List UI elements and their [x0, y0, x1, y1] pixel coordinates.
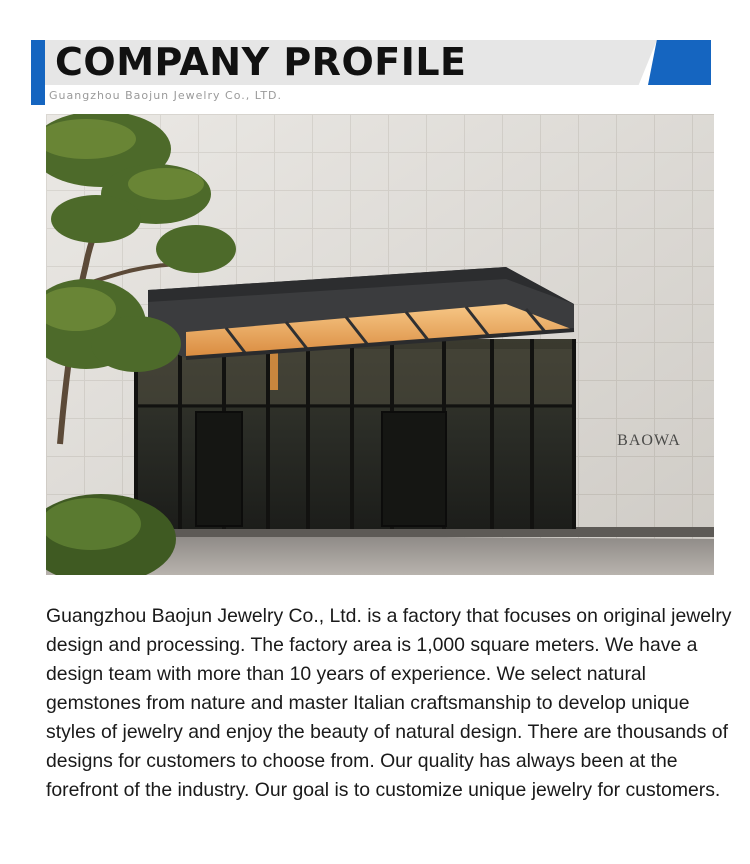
building-sign: BAOWA	[617, 432, 681, 449]
storefront-photo	[46, 114, 714, 575]
header-accent-bar	[31, 40, 45, 105]
storefront-illustration	[46, 114, 714, 575]
profile-header	[0, 0, 750, 110]
page-title: COMPANY PROFILE	[55, 40, 467, 84]
company-description: Guangzhou Baojun Jewelry Co., Ltd. is a factory that focuses on original jewelry design and processing. The factory area is 1,000 square meters. We have a design team with more than 10 years of experience. We select natural gemstones from nature and master Italian craftsmanship to develop unique styles of jewelry and enjoy the beauty of natural design. There are thousands of designs for customers to choose from. Our quality has always been at the forefront of the industry. Our goal is to customize unique jewelry for customers.	[46, 605, 732, 801]
company-subtitle: Guangzhou Baojun Jewelry Co., LTD.	[49, 89, 283, 102]
header-corner-block	[648, 40, 711, 85]
